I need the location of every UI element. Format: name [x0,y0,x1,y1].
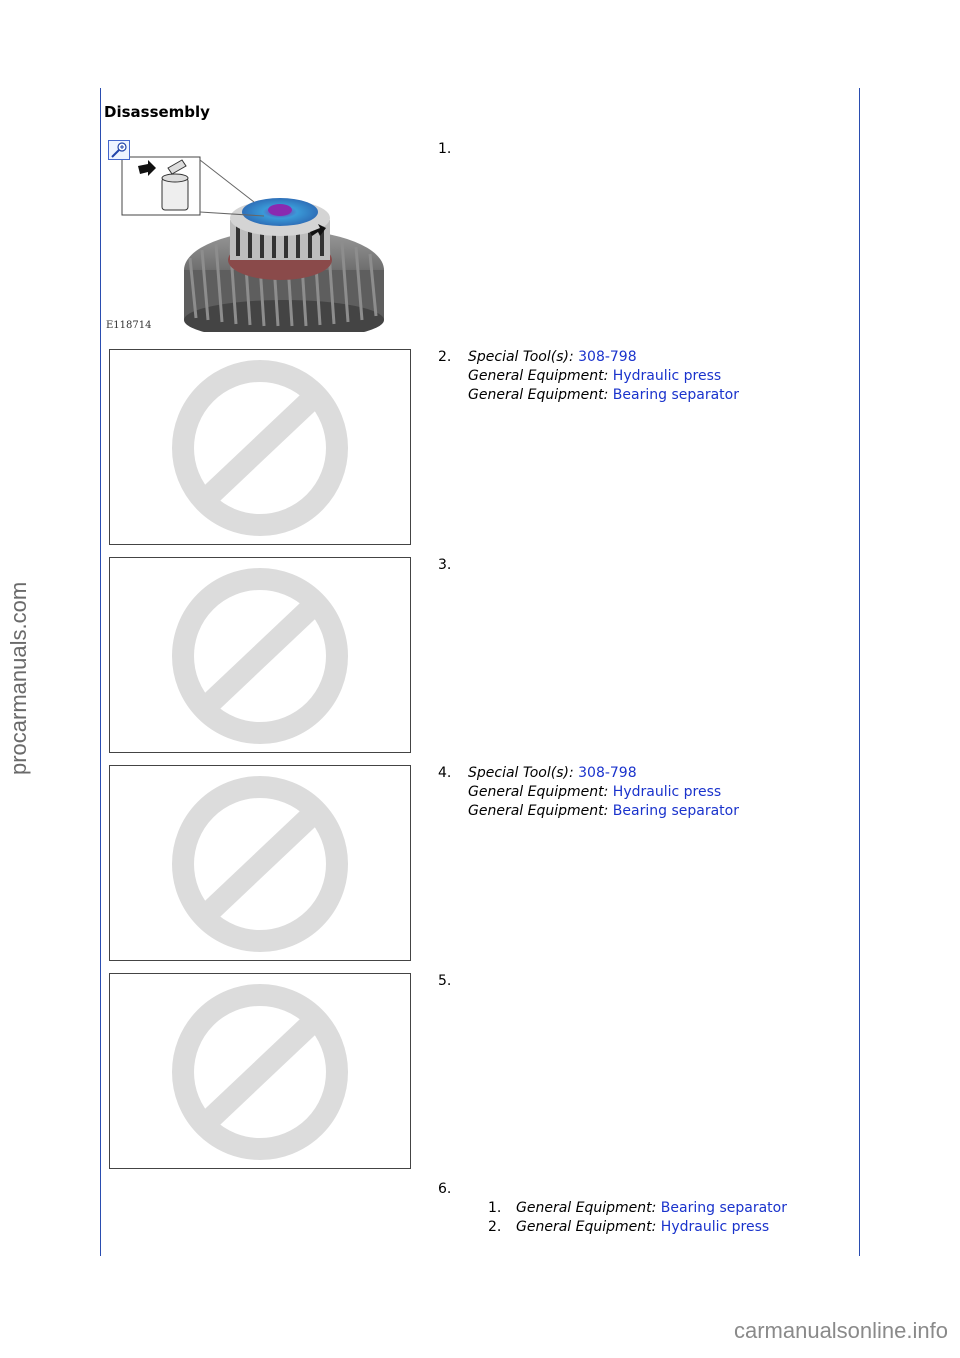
section-heading: Disassembly [104,103,210,121]
side-watermark: procarmanuals.com [6,581,31,775]
equipment-link[interactable]: Bearing separator [612,803,739,819]
step-5-figure[interactable] [109,973,411,1169]
equipment-link[interactable]: Hydraulic press [612,368,722,384]
no-image-icon [110,558,412,754]
step-number: 4. [438,765,452,781]
equipment-label: General Equipment: [516,1219,657,1235]
left-margin-rule [100,88,101,1256]
special-tool-link[interactable]: 308-798 [578,349,637,365]
equipment-label: General Equipment: [468,368,609,384]
equipment-link[interactable]: Bearing separator [612,387,739,403]
equipment-link[interactable]: Hydraulic press [612,784,722,800]
step-number: 5. [438,973,452,989]
figure-caption: E118714 [106,320,152,331]
step-1-photo[interactable] [104,140,384,332]
substep-number: 2. [488,1219,502,1235]
zoom-in-icon[interactable] [108,140,130,160]
no-image-icon [110,350,412,546]
equipment-link[interactable]: Hydraulic press [660,1219,770,1235]
no-image-icon [110,974,412,1170]
special-tool-link[interactable]: 308-798 [578,765,637,781]
equipment-label: Special Tool(s): [468,765,574,781]
step-4-figure[interactable] [109,765,411,961]
equipment-label: Special Tool(s): [468,349,574,365]
right-margin-rule [859,88,860,1256]
step-number: 6. [438,1181,452,1197]
equipment-link[interactable]: Bearing separator [660,1200,787,1216]
equipment-label: General Equipment: [468,803,609,819]
step-2-figure[interactable] [109,349,411,545]
step-number: 2. [438,349,452,365]
step-number: 3. [438,557,452,573]
equipment-label: General Equipment: [468,387,609,403]
step-number: 1. [438,141,452,157]
no-image-icon [110,766,412,962]
substep-number: 1. [488,1200,502,1216]
equipment-label: General Equipment: [468,784,609,800]
equipment-label: General Equipment: [516,1200,657,1216]
bottom-watermark: carmanualsonline.info [733,1318,948,1343]
step-3-figure[interactable] [109,557,411,753]
